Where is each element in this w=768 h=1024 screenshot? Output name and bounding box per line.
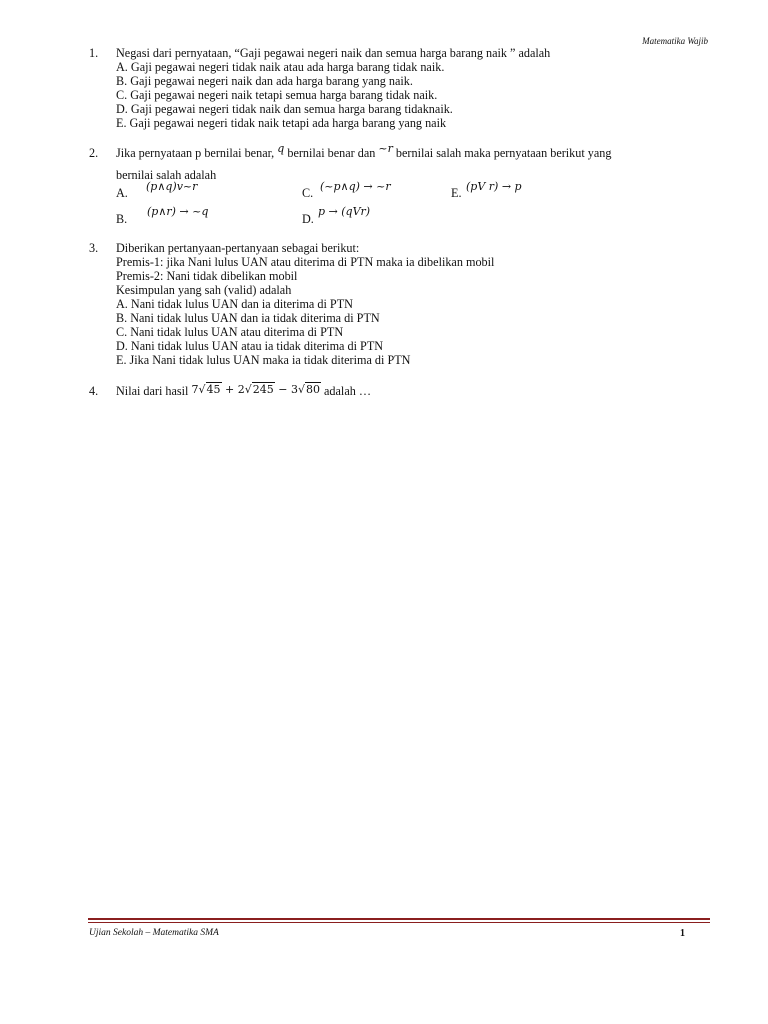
footer-rule-bottom	[88, 922, 710, 923]
q2-option-a-expr: (p∧q)v~r	[146, 180, 198, 193]
q3-number: 3.	[89, 241, 99, 255]
q4-radicand-1: 45	[206, 383, 221, 396]
q1-option-b: B. Gaji pegawai negeri naik dan ada harga barang yang naik.	[116, 74, 413, 88]
q1-option-a: A. Gaji pegawai negeri tidak naik atau ada harga barang tidak naik.	[116, 60, 445, 74]
q2-option-c-expr: (~p∧q) → ~r	[320, 180, 391, 193]
q3-line-3: Premis-2: Nani tidak dibelikan mobil	[116, 269, 298, 283]
q1-option-c: C. Gaji pegawai negeri naik tetapi semua harga barang tidak naik.	[116, 88, 438, 102]
q3-line-1: Diberikan pertanyaan-pertanyaan sebagai berikut:	[116, 241, 360, 255]
q2-stem-cont: bernilai salah adalah	[116, 168, 217, 182]
q2-option-e-expr: (pV r) → p	[466, 180, 522, 193]
q1-option-e: E. Gaji pegawai negeri tidak naik tetapi ada harga barang yang naik	[116, 116, 447, 130]
q3-option-c: C. Nani tidak lulus UAN atau diterima di PTN	[116, 325, 344, 339]
q3-option-a: A. Nani tidak lulus UAN dan ia diterima di PTN	[116, 297, 353, 311]
q3-line-2: Premis-1: jika Nani lulus UAN atau diterima di PTN maka ia dibelikan mobil	[116, 255, 495, 269]
q2-option-d-expr: p → (qVr)	[318, 205, 371, 218]
q4-expression: 7√45 + 2√245 − 3√80	[191, 383, 320, 396]
q1-stem: Negasi dari pernyataan, “Gaji pegawai negeri naik dan semua harga barang naik ” adalah	[116, 46, 551, 60]
q4-tail: adalah …	[324, 384, 372, 398]
q2-var-not-r: ~r	[378, 142, 393, 155]
q1-option-d: D. Gaji pegawai negeri tidak naik dan semua harga barang tidaknaik.	[116, 102, 453, 116]
q2-option-e-label: E.	[451, 186, 462, 200]
q2-option-d-label: D.	[302, 212, 314, 226]
q2-option-c-label: C.	[302, 186, 314, 200]
q4-number: 4.	[89, 384, 99, 398]
q1-number: 1.	[89, 46, 99, 60]
q4-coef-1: 7	[191, 383, 199, 396]
q2-option-b-expr: (p∧r) → ~q	[147, 205, 209, 218]
q2-var-q: q	[277, 142, 285, 155]
q4-operator-2: − 3	[274, 383, 298, 396]
footer-rule-top	[88, 918, 710, 920]
q2-number: 2.	[89, 146, 99, 160]
footer-title: Ujian Sekolah – Matematika SMA	[89, 928, 219, 938]
q4-operator-1: + 2	[221, 383, 245, 396]
q2-option-b-label: B.	[116, 212, 128, 226]
q3-option-d: D. Nani tidak lulus UAN atau ia tidak diterima di PTN	[116, 339, 384, 353]
q2-stem-part-a: Jika pernyataan p bernilai benar,	[116, 146, 275, 160]
q3-option-e: E. Jika Nani tidak lulus UAN maka ia tidak diterima di PTN	[116, 353, 411, 367]
header-subject: Matematika Wajib	[642, 36, 708, 46]
q3-line-4: Kesimpulan yang sah (valid) adalah	[116, 283, 292, 297]
q2-stem	[116, 142, 612, 161]
page-number: 1	[680, 928, 685, 939]
q4-radicand-2: 245	[252, 383, 274, 396]
q4-stem-text: Nilai dari hasil	[116, 384, 189, 398]
q2-stem-part-b: bernilai benar dan	[287, 146, 376, 160]
q2-stem-part-c: bernilai salah maka pernyataan berikut yang	[395, 146, 612, 160]
q4-stem	[116, 384, 371, 399]
q2-option-a-label: A.	[116, 186, 128, 200]
q4-radicand-3: 80	[305, 383, 320, 396]
q3-option-b: B. Nani tidak lulus UAN dan ia tidak diterima di PTN	[116, 311, 380, 325]
